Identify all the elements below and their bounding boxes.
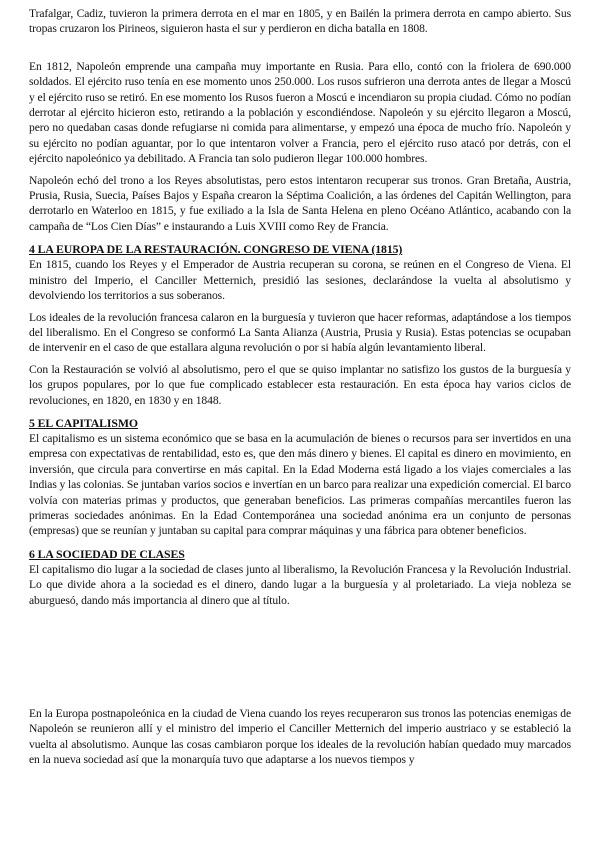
paragraph-waterloo: Napoleón echó del trono a los Reyes absolutistas, pero estos intentaron recuperar sus tronos. Gran Bretaña, Austria, Prusia, Rusia, Suecia, Países Bajos y España crearon la Séptima Coalición, a las órdenes del Capitán Wellington, para derrotarlo en Waterloo en 1815, y fue exiliado a la Isla de Santa Helena en pleno Océano Atlántico, acabando con la campaña de “Los Cien Días” e instaurando a Luis XVIII como Rey de Francia.: [29, 173, 571, 233]
paragraph-congreso-viena: En 1815, cuando los Reyes y el Emperador de Austria recuperan su corona, se reúnen en el Congreso de Viena. El ministro del Imperio, el Canciller Metternich, presidió las sesiones, declarándose la vuelta al absolutismo y devolviendo los territorios a sus soberanos.: [29, 258, 571, 303]
section-title-sociedad-clases: 6 LA SOCIEDAD DE CLASES: [29, 546, 185, 561]
paragraph-restauracion-absolutismo: Con la Restauración se volvió al absolutismo, pero el que se quiso implantar no satisfizo los gustos de la burguesía y los grupos populares, por lo que fue complicado establecer esta restauración. En esta época hay varios ciclos de revoluciones, en 1820, en 1830 y en 1848.: [29, 362, 571, 407]
section-title-capitalismo: 5 EL CAPITALISMO: [29, 415, 138, 430]
paragraph-europa-postnapoleonica: En la Europa postnapoleónica en la ciudad de Viena cuando los reyes recuperaron sus tronos las potencias enemigas de Napoleón se reunieron allí y el ministro del imperio el Canciller Metternich del imperio austriaco y se estableció la vuelta al absolutismo. Aunque las cosas cambiaron porque los ideales de la revolución habían quedado muy marcados en la nueva sociedad así que la monarquía tuvo que adaptarse a los nuevos tiempos y: [29, 707, 571, 767]
paragraph-capitalismo: El capitalismo es un sistema económico que se basa en la acumulación de bienes o recursos para ser invertidos en una empresa con expectativas de rentabilidad, esto es, que den más dinero y bienes. El capital es dinero en movimiento, en inversión, que circula para convertirse en más capital. En la Edad Moderna está ligado a los viajes comerciales a las Indias y las colonias. Se juntaban varios socios e invertían en un barco para realizar una expedición comercial. El barco volvía con materias primas y productos, que generaban beneficios. Las primeras compañías mercantiles fueron las primeras sociedades anónimas. En la Edad Contemporánea una sociedad anónima era un conjunto de personas (empresas) que se reunían y juntaban su capital para comprar máquinas y una fábrica para obtener beneficios.: [29, 431, 571, 538]
paragraph-trafalgar: Trafalgar, Cadiz, tuvieron la primera derrota en el mar en 1805, y en Bailén la primera derrota en campo abierto. Sus tropas cruzaron los Pirineos, siguieron hasta el sur y perdieron en dicha batalla en 1808.: [29, 7, 571, 36]
section-title-restauracion: 4 LA EUROPA DE LA RESTAURACIÓN. CONGRESO DE VIENA (1815): [29, 242, 403, 257]
paragraph-sociedad-clases: El capitalismo dio lugar a la sociedad de clases junto al liberalismo, la Revolución Francesa y la Revolución Industrial. Lo que divide ahora a la sociedad es el dinero, dando lugar a la burguesía y al proletariado. La vieja nobleza se aburguesó, dando más importancia al dinero que al título.: [29, 562, 571, 607]
paragraph-russia-campaign: En 1812, Napoleón emprende una campaña muy importante en Rusia. Para ello, contó con la friolera de 690.000 soldados. El ejército ruso tenía en ese momento unos 250.000. Los rusos sufrieron una derrota antes de llegar a Moscú y el ejército ruso se retiró. En ese momento los Rusos fueron a Moscú e incendiaron su propia ciudad. Cómo no podían derrotar al ejército hicieron esto, retirando a la población y escondiéndose. Napoleón y su ejército llegaron a Moscú, pero no quedaban casas donde refugiarse ni comida para alimentarse, y empezó una época de mucho frío. Napoleón y su ejército no podían aguantar, por lo que intentaron volver a Francia, pero el ejército ruso atacó por detrás, con el ejército napoleónico ya debilitado. A Francia tan solo pudieron llegar 100.000 hombres.: [29, 59, 571, 166]
paragraph-santa-alianza: Los ideales de la revolución francesa calaron en la burguesía y tuvieron que hacer reformas, adaptándose a los tiempos del liberalismo. En el Congreso se conformó La Santa Alianza (Austria, Prusia y Rusia). Estas potencias se ocupaban de intervenir en el caso de que estallara alguna revolución o por si había algún levantamiento liberal.: [29, 310, 571, 355]
